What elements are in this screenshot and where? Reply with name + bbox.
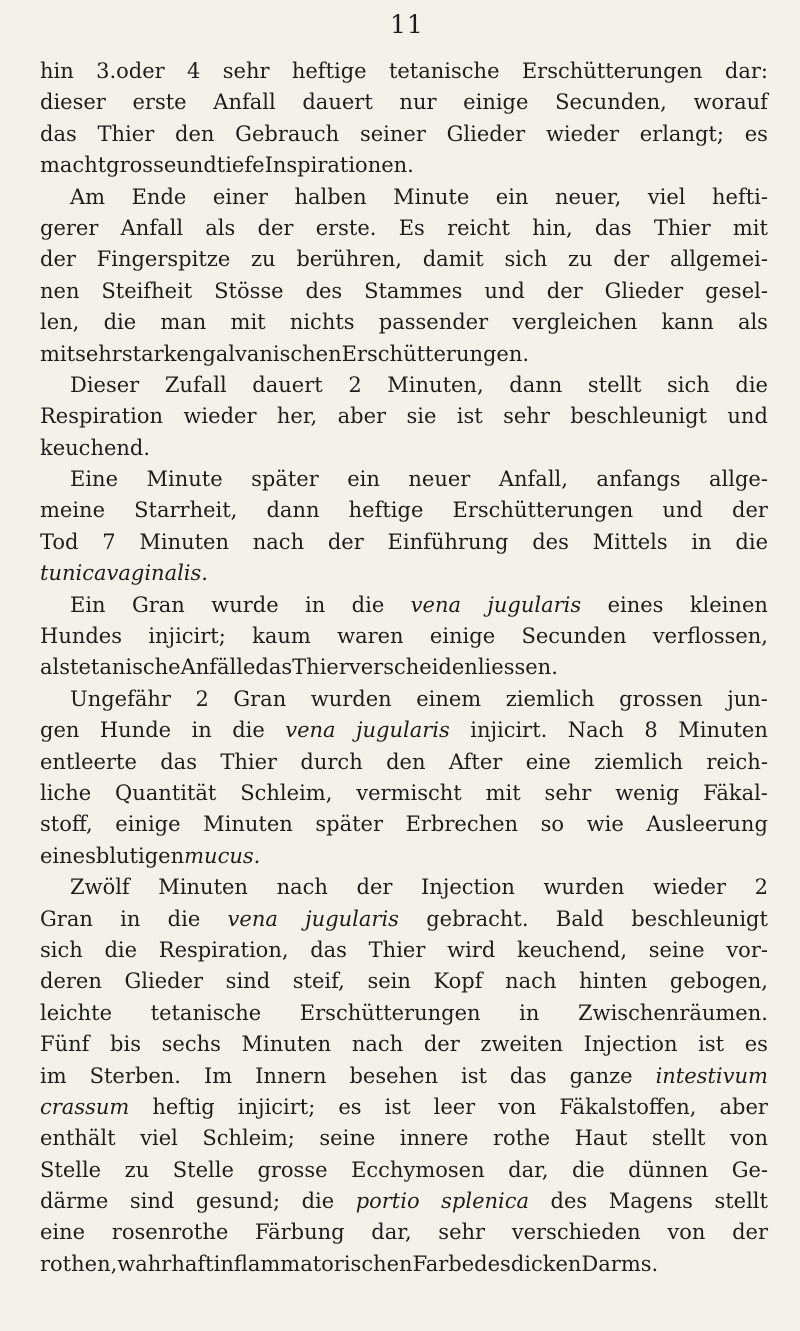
page-number: 11 [390, 10, 424, 39]
text-line: len, die man mit nichts passender vergleichen kann als [40, 310, 768, 335]
text-line: hin 3.oder 4 sehr heftige tetanische Erschütterungen dar: [40, 59, 768, 83]
text-line: Gran in die vena jugularis gebracht. Bald beschleunigt [40, 906, 768, 931]
text-line: Zwölf Minuten nach der Injection wurden wieder 2 [70, 875, 768, 900]
text-line: Am Ende einer halben Minute ein neuer, viel hefti- [70, 184, 768, 209]
text-line: als tetanische Anfälle das Thier verscheiden liessen. [40, 655, 558, 680]
text-line: Eine Minute später ein neuer Anfall, anfangs allge- [70, 467, 768, 492]
text-line: im Sterben. Im Innern besehen ist das ganze intestivum [40, 1063, 768, 1088]
text-line: eines blutigen mucus. [40, 843, 261, 868]
body-text [40, 56, 768, 1280]
text-line: dieser erste Anfall dauert nur einige Secunden, worauf [40, 90, 768, 115]
text-line: stoff, einige Minuten später Erbrechen so wie Ausleerung [40, 812, 768, 837]
text-line: deren Glieder sind steif, sein Kopf nach hinten gebogen, [40, 969, 768, 994]
text-line: tunica vaginalis. [40, 561, 208, 586]
text-line: rothen, wahrhaft inflammatorischen Farbe des dicken Darms. [40, 1251, 659, 1276]
text-line: crassum heftig injicirt; es ist leer von Fäkalstoffen, aber [40, 1094, 768, 1119]
text-line: enthält viel Schleim; seine innere rothe Haut stellt von [40, 1126, 768, 1151]
text-line: Dieser Zufall dauert 2 Minuten, dann stellt sich die [70, 372, 768, 397]
text-line: nen Steifheit Stösse des Stammes und der Glieder gesel- [40, 278, 768, 303]
text-line: gerer Anfall als der erste. Es reicht hin, das Thier mit [40, 215, 768, 240]
text-line: Hundes injicirt; kaum waren einige Secunden verflossen, [40, 624, 768, 649]
text-line: Tod 7 Minuten nach der Einführung des Mittels in die [40, 529, 768, 554]
text-line: meine Starrheit, dann heftige Erschütterungen und der [40, 498, 768, 523]
text-line: Stelle zu Stelle grosse Ecchymosen dar, die dünnen Ge- [40, 1157, 768, 1182]
text-line: eine rosenrothe Färbung dar, sehr verschieden von der [40, 1220, 768, 1245]
text-line: entleerte das Thier durch den After eine ziemlich reich- [40, 749, 768, 774]
text-line: das Thier den Gebrauch seiner Glieder wieder erlangt; es [40, 121, 768, 146]
text-line: keuchend. [40, 435, 151, 460]
text-line: leichte tetanische Erschütterungen in Zwischenräumen. [40, 1000, 768, 1025]
text-line: mit sehr starken galvanischen Erschütterungen. [40, 341, 530, 366]
text-line: Ein Gran wurde in die vena jugularis eines kleinen [70, 592, 768, 617]
text-line: liche Quantität Schleim, vermischt mit sehr wenig Fäkal- [40, 780, 768, 805]
text-line: sich die Respiration, das Thier wird keuchend, seine vor- [40, 937, 768, 962]
text-line: Respiration wieder her, aber sie ist sehr beschleunigt und [40, 404, 768, 429]
text-line: därme sind gesund; die portio splenica des Magens stellt [40, 1189, 768, 1214]
text-line: der Fingerspitze zu berühren, damit sich zu der allgemei- [40, 247, 768, 272]
text-line: macht grosse und tiefe Inspirationen. [40, 153, 414, 178]
text-line: Ungefähr 2 Gran wurden einem ziemlich grossen jun- [70, 686, 768, 711]
text-line: gen Hunde in die vena jugularis injicirt. Nach 8 Minuten [40, 718, 768, 743]
text-line: Fünf bis sechs Minuten nach der zweiten Injection ist es [40, 1032, 768, 1057]
